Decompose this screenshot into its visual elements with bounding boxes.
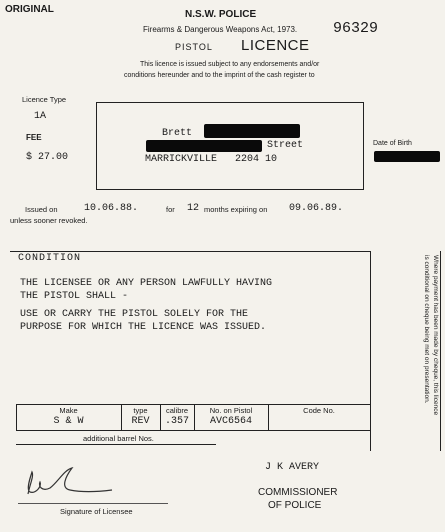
weapon-table-bottom <box>16 430 370 431</box>
licence-type-value: 1A <box>34 111 47 122</box>
licence-type-label: Licence Type <box>22 95 67 104</box>
weapon-make: S & W <box>53 416 84 427</box>
notice-line-2: conditions hereunder and to the imprint of the cash register to <box>124 72 315 79</box>
commissioner-name: J K AVERY <box>265 462 320 473</box>
commissioner-title-2: OF POLICE <box>268 500 322 511</box>
redaction-street <box>146 140 262 152</box>
condition-line-1: THE LICENSEE OR ANY PERSON LAWFULLY HAVING <box>20 278 273 289</box>
months-value: 12 <box>187 203 200 214</box>
authority-title: N.S.W. POLICE <box>185 9 257 20</box>
for-label: for <box>166 205 175 214</box>
weapon-header-number: No. on Pistol <box>209 406 253 415</box>
issued-on-label: Issued on <box>25 205 58 214</box>
licence-title: LICENCE <box>241 37 310 54</box>
additional-barrel-rule <box>16 444 216 445</box>
commissioner-title-1: COMMISSIONER <box>258 487 338 498</box>
act-title: Firearms & Dangerous Weapons Act, 1973. <box>143 25 298 34</box>
weapon-calibre: .357 <box>164 416 189 427</box>
expiry-value: 09.06.89. <box>289 203 344 214</box>
fee-label: FEE <box>26 133 42 142</box>
redaction-surname <box>204 124 300 138</box>
weapon-number: AVC6564 <box>209 416 252 427</box>
weapon-class: PISTOL <box>175 42 213 52</box>
signature-rule <box>18 503 168 504</box>
condition-line-3: USE OR CARRY THE PISTOL SOLELY FOR THE <box>20 309 249 320</box>
weapon-header-type: type <box>133 406 148 415</box>
side-note-rule-right <box>440 251 441 451</box>
holder-given-name: Brett <box>162 128 193 139</box>
condition-line-4: PURPOSE FOR WHICH THE LICENCE WAS ISSUED. <box>20 322 267 333</box>
expiring-label: months expiring on <box>204 205 268 214</box>
holder-street-suffix: Street <box>267 140 304 151</box>
licensee-signature-icon <box>20 462 120 502</box>
weapon-header-calibre: calibre <box>165 406 189 415</box>
condition-top-rule <box>10 251 370 252</box>
condition-line-2: THE PISTOL SHALL - <box>20 291 129 302</box>
serial-number: 96329 <box>333 20 379 37</box>
redaction-dob <box>374 151 440 162</box>
original-label: ORIGINAL <box>5 4 54 15</box>
weapon-type: REV <box>131 416 150 427</box>
condition-heading: CONDITION <box>18 253 82 264</box>
fee-value: $ 27.00 <box>26 152 69 163</box>
weapon-header-make: Make <box>59 406 78 415</box>
weapon-header-code: Code No. <box>303 406 335 415</box>
side-note-line-1: Where payment has been made by cheque, this licence <box>432 255 439 416</box>
side-note-line-2: is conditional on cheque being met on presentation. <box>423 255 430 404</box>
issued-on-value: 10.06.88. <box>84 203 139 214</box>
dob-label: Date of Birth <box>373 140 412 147</box>
signature-label: Signature of Licensee <box>60 507 133 516</box>
side-note-rule-left <box>370 251 371 451</box>
side-note <box>374 255 440 445</box>
holder-suburb: MARRICKVILLE 2204 10 <box>145 154 278 165</box>
weapon-table-top <box>16 404 370 405</box>
unless-revoked-note: unless sooner revoked. <box>10 216 88 225</box>
additional-barrel-label: additional barrel Nos. <box>83 434 154 443</box>
notice-line-1: This licence is issued subject to any endorsements and/or <box>140 61 320 68</box>
